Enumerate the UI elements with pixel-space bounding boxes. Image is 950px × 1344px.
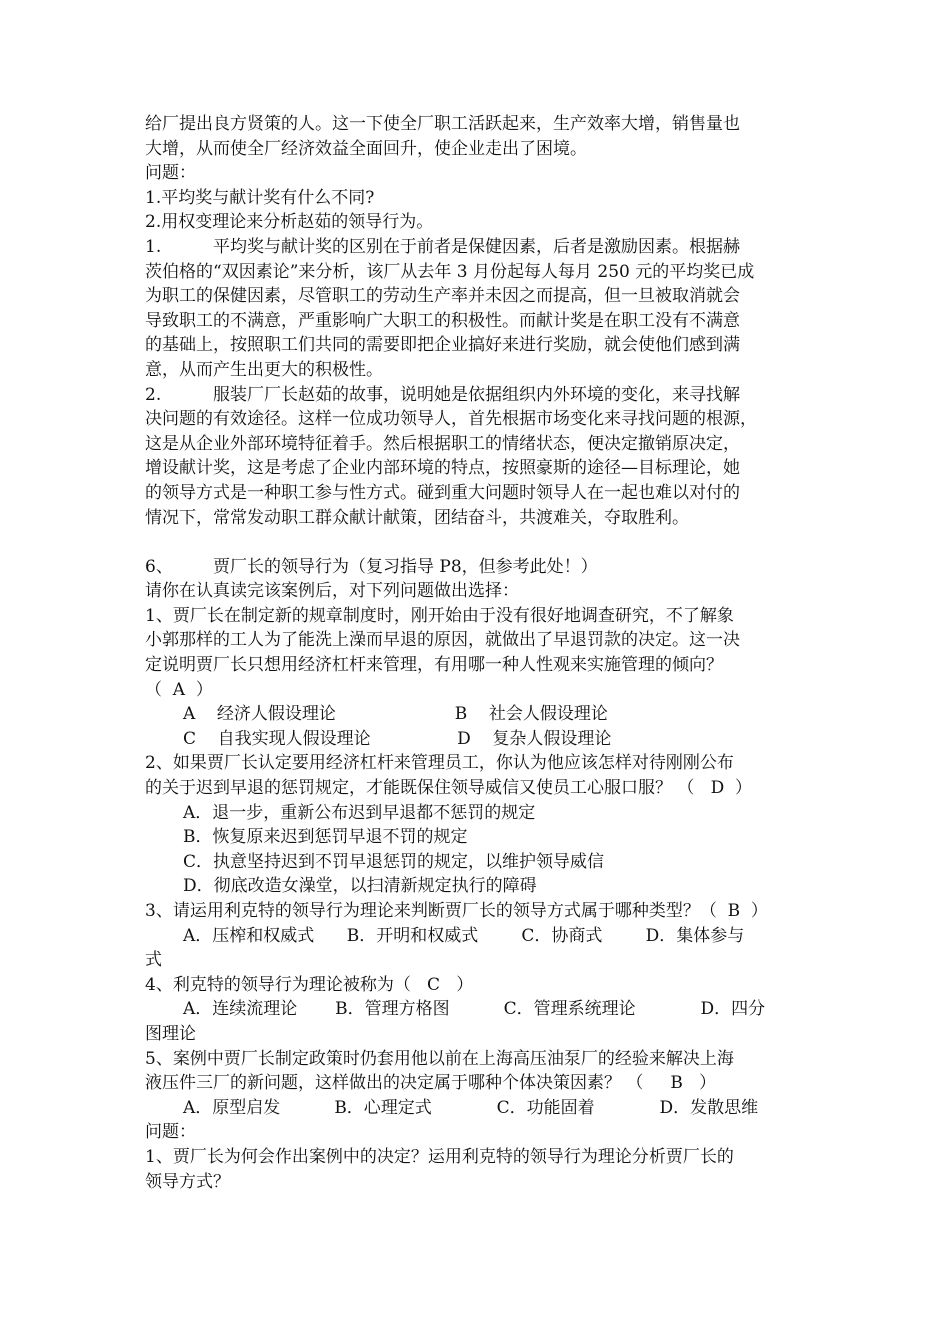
- q2-option-d: D．彻底改造女澡堂，以扫清新规定执行的障碍: [183, 876, 537, 897]
- q4-options-wrap: 图理论: [145, 1023, 196, 1044]
- intro-line-2: 大增，从而使全厂经济效益全面回升，使企业走出了困境。: [145, 138, 587, 159]
- blank-line: [145, 530, 810, 555]
- case-6-instruction: 请你在认真读完该案例后，对下列问题做出选择：: [145, 581, 519, 602]
- q1-options-row-1: A 经济人假设理论 B 社会人假设理论: [183, 704, 608, 725]
- q2-option-b: B．恢复原来迟到惩罚早退不罚的规定: [183, 827, 468, 848]
- q1-options-row-2: C 自我实现人假设理论 D 复杂人假设理论: [183, 728, 612, 749]
- answer-2-line-1: 2. 服装厂厂长赵茹的故事，说明她是依据组织内外环境的变化，来寻找解: [145, 383, 810, 408]
- q3-options: A．压榨和权威式 B．开明和权威式 C．协商式 D．集体参与: [183, 925, 745, 946]
- answer-2-line-4: 增设献计奖，这是考虑了企业内部环境的特点，按照豪斯的途径—目标理论，她: [145, 458, 740, 479]
- answer-1-line-3: 为职工的保健因素，尽管职工的劳动生产率并未因之而提高，但一旦被取消就会: [145, 286, 740, 307]
- q1-line-2: 小郭那样的工人为了能洗上澡而早退的原因，就做出了早退罚款的决定。这一决: [145, 630, 740, 651]
- q4-options: A．连续流理论 B．管理方格图 C．管理系统理论 D．四分: [183, 999, 766, 1020]
- q5-line-2: 液压件三厂的新问题，这样做出的决定属于哪种个体决策因素？ （ B ）: [145, 1073, 717, 1094]
- q2-option-c: C．执意坚持迟到不罚早退惩罚的规定，以维护领导威信: [183, 851, 605, 872]
- answer-2-line-3: 这是从企业外部环境特征着手。然后根据职工的情绪状态，便决定撤销原决定，: [145, 433, 740, 454]
- questions-heading: 问题：: [145, 163, 196, 184]
- final-question-line-2: 领导方式？: [145, 1171, 230, 1192]
- q4-line: 4、利克特的领导行为理论被称为（ C ）: [145, 974, 474, 995]
- q1-line-1: 1、贾厂长在制定新的规章制度时，刚开始由于没有很好地调查研究，不了解象: [145, 605, 734, 626]
- intro-line-1: 给厂提出良方贤策的人。这一下使全厂职工活跃起来，生产效率大增，销售量也: [145, 114, 740, 134]
- case-6-number: 6、: [145, 556, 173, 577]
- q2-line-2: 的关于迟到早退的惩罚规定，才能既保住领导威信又使员工心服口服？ （ D ）: [145, 778, 753, 799]
- q3-options-wrap: 式: [145, 950, 162, 971]
- answer-2-line-2: 决问题的有效途径。这样一位成功领导人，首先根据市场变化来寻找问题的根源，: [145, 409, 757, 430]
- q1-line-3: 定说明贾厂长只想用经济杠杆来管理，有用哪一种人性观来实施管理的倾向？: [145, 655, 723, 676]
- answer-1-line-5: 的基础上，按照职工们共同的需要即把企业搞好来进行奖励，就会使他们感到满: [145, 335, 740, 356]
- q3-line: 3、请运用利克特的领导行为理论来判断贾厂长的领导方式属于哪种类型？（ B ）: [145, 901, 768, 921]
- q5-options: A．原型启发 B．心理定式 C．功能固着 D．发散思维: [183, 1097, 759, 1118]
- answer-2-line-6: 情况下，常常发动职工群众献计献策，团结奋斗，共渡难关，夺取胜利。: [145, 507, 689, 528]
- answer-2-number: 2.: [145, 384, 162, 405]
- question-item-2: 2.用权变理论来分析赵茹的领导行为。: [145, 212, 434, 233]
- answer-1-line-1: 1. 平均奖与献计奖的区别在于前者是保健因素，后者是激励因素。根据赫: [145, 235, 810, 260]
- final-question-line-1: 1、贾厂长为何会作出案例中的决定？运用利克特的领导行为理论分析贾厂长的: [145, 1146, 734, 1167]
- q5-line-1: 5、案例中贾厂长制定政策时仍套用他以前在上海高压油泵厂的经验来解决上海: [145, 1048, 734, 1069]
- answer-1-number: 1.: [145, 236, 162, 257]
- case-6-title: 6、 贾厂长的领导行为（复习指导 P8，但参考此处！）: [145, 555, 810, 580]
- q1-answer: （ A ）: [145, 679, 213, 700]
- answer-1-line-4: 导致职工的不满意，严重影响广大职工的积极性。而献计奖是在职工没有不满意: [145, 310, 740, 331]
- q2-option-a: A．退一步，重新公布迟到早退都不惩罚的规定: [183, 802, 536, 823]
- document-page: [145, 112, 810, 1194]
- questions-heading-2: 问题：: [145, 1122, 196, 1143]
- answer-1-line-2: 茨伯格的“双因素论”来分析，该厂从去年 3 月份起每人每月 250 元的平均奖已成: [145, 261, 755, 282]
- q2-line-1: 2、如果贾厂长认定要用经济杠杆来管理员工，你认为他应该怎样对待刚刚公布: [145, 753, 734, 774]
- question-item-1: 1.平均奖与献计奖有什么不同?: [145, 187, 375, 208]
- answer-2-line-5: 的领导方式是一种职工参与性方式。碰到重大问题时领导人在一起也难以对付的: [145, 482, 740, 503]
- answer-1-line-6: 意，从而产生出更大的积极性。: [145, 359, 383, 380]
